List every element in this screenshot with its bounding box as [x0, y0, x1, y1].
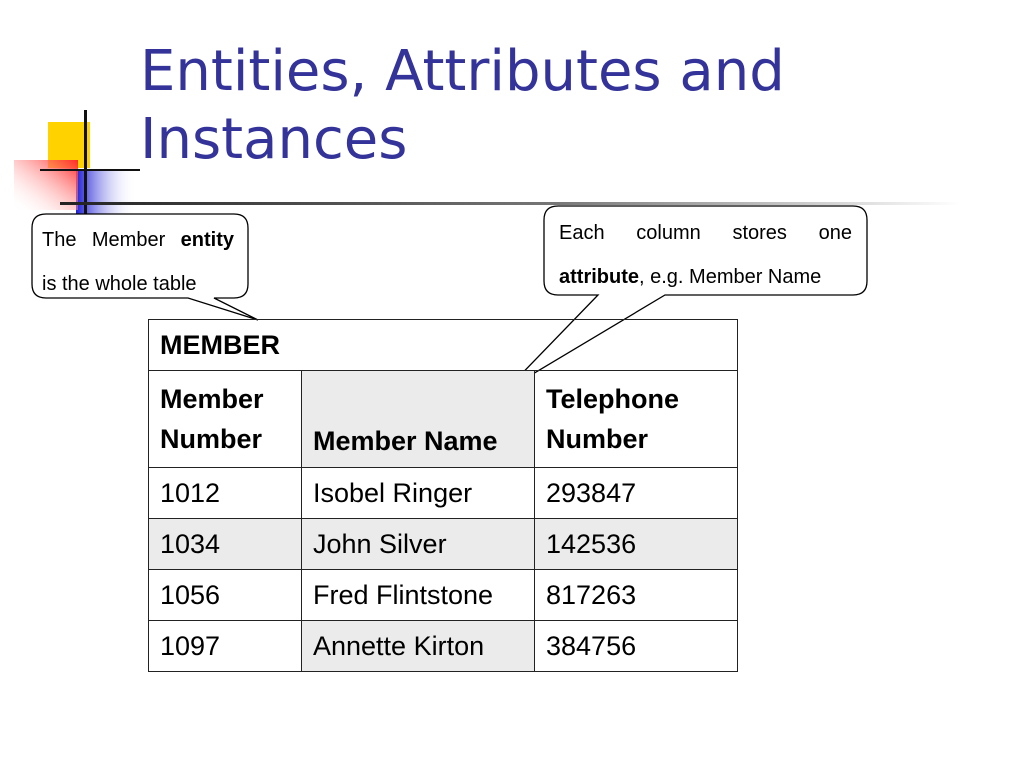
- cell-member-number: 1056: [149, 570, 302, 621]
- table-caption-row: [149, 320, 738, 371]
- header-member-number: Member Number: [149, 371, 302, 468]
- cell-telephone: 384756: [535, 621, 738, 672]
- cell-member-name: John Silver: [302, 519, 535, 570]
- table-row: [149, 468, 738, 519]
- cell-member-name: Fred Flintstone: [302, 570, 535, 621]
- cell-telephone: 817263: [535, 570, 738, 621]
- cell-member-number: 1034: [149, 519, 302, 570]
- cell-member-number: 1012: [149, 468, 302, 519]
- header-member-name: Member Name: [302, 371, 535, 468]
- slide-title: Entities, Attributes and Instances: [140, 39, 785, 172]
- cell-member-name: Annette Kirton: [302, 621, 535, 672]
- callout-attribute-text: [559, 211, 852, 299]
- table-row: [149, 519, 738, 570]
- table-header-row: [149, 371, 738, 468]
- cell-member-number: 1097: [149, 621, 302, 672]
- header-telephone-number: Telephone Number: [535, 371, 738, 468]
- cell-telephone: 293847: [535, 468, 738, 519]
- callout-entity-text-after: is the whole table: [42, 273, 197, 295]
- callout-entity-text-before: The Member: [42, 229, 166, 251]
- table-row: [149, 621, 738, 672]
- callout-attribute-bold: attribute: [559, 266, 639, 288]
- table-row: [149, 570, 738, 621]
- callout-attribute-text-before: Each column stores one: [559, 222, 852, 244]
- callout-entity-text: [42, 218, 234, 306]
- table-caption: MEMBER: [149, 320, 738, 371]
- callout-entity-bold: entity: [180, 229, 234, 251]
- cell-member-name: Isobel Ringer: [302, 468, 535, 519]
- cell-telephone: 142536: [535, 519, 738, 570]
- callout-attribute-text-after: , e.g. Member Name: [639, 266, 822, 288]
- member-table: [148, 319, 738, 672]
